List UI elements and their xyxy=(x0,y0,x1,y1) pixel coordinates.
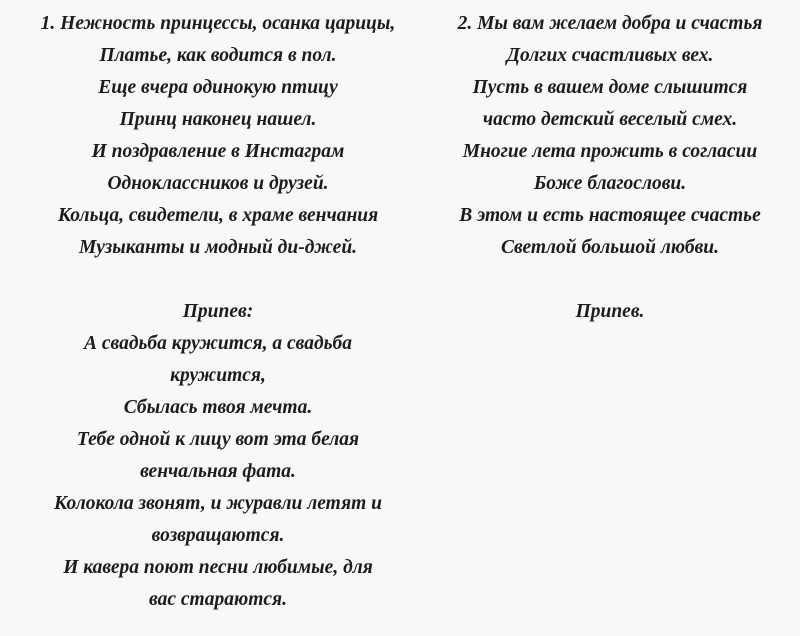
verse-1-line: Еще вчера одинокую птицу xyxy=(98,77,338,98)
verse-2-line: Светлой большой любви. xyxy=(500,237,720,258)
verse-1-line: Принц наконец нашел. xyxy=(119,109,317,130)
right-column xyxy=(422,8,798,328)
chorus-line: Тебе одной к лицу вот эта белая xyxy=(76,429,360,450)
verse-2-line: В этом и есть настоящее счастье xyxy=(459,205,761,226)
verse-2-line: Долгих счастливых вех. xyxy=(506,45,714,66)
chorus-line: вас стараются. xyxy=(149,589,287,610)
verse-1-line: Платье, как водится в пол. xyxy=(99,45,337,66)
verse-2-line: часто детский веселый смех. xyxy=(482,109,738,130)
verse-1-line: Музыканты и модный ди-джей. xyxy=(78,237,358,258)
chorus-title: Припев: xyxy=(182,301,254,322)
stanza-gap xyxy=(422,264,798,296)
chorus-line: И кавера поют песни любимые, для xyxy=(63,557,373,578)
chorus-line: возвращаются. xyxy=(151,525,285,546)
verse-1-line: Одноклассников и друзей. xyxy=(107,173,329,194)
chorus-line: Сбылась твоя мечта. xyxy=(123,397,313,418)
verse-2-line: 2. Мы вам желаем добра и счастья xyxy=(457,13,763,34)
chorus-reference: Припев. xyxy=(575,301,645,322)
chorus-line: кружится, xyxy=(170,365,266,386)
verse-2-line: Пусть в вашем доме слышится xyxy=(472,77,748,98)
chorus xyxy=(2,296,434,616)
stanza-gap xyxy=(2,264,434,296)
chorus-line: Колокола звонят, и журавли летят и xyxy=(54,493,382,514)
verse-2-line: Боже благослови. xyxy=(533,173,687,194)
verse-1 xyxy=(2,8,434,264)
chorus-line: А свадьба кружится, а свадьба xyxy=(83,333,353,354)
left-column xyxy=(2,8,434,616)
chorus-line: венчальная фата. xyxy=(140,461,296,482)
verse-2-line: Многие лета прожить в согласии xyxy=(462,141,758,162)
verse-1-line: 1. Нежность принцессы, осанка царицы, xyxy=(40,13,396,34)
verse-1-line: И поздравление в Инстаграм xyxy=(91,141,345,162)
verse-2 xyxy=(422,8,798,264)
verse-1-line: Кольца, свидетели, в храме венчания xyxy=(57,205,379,226)
